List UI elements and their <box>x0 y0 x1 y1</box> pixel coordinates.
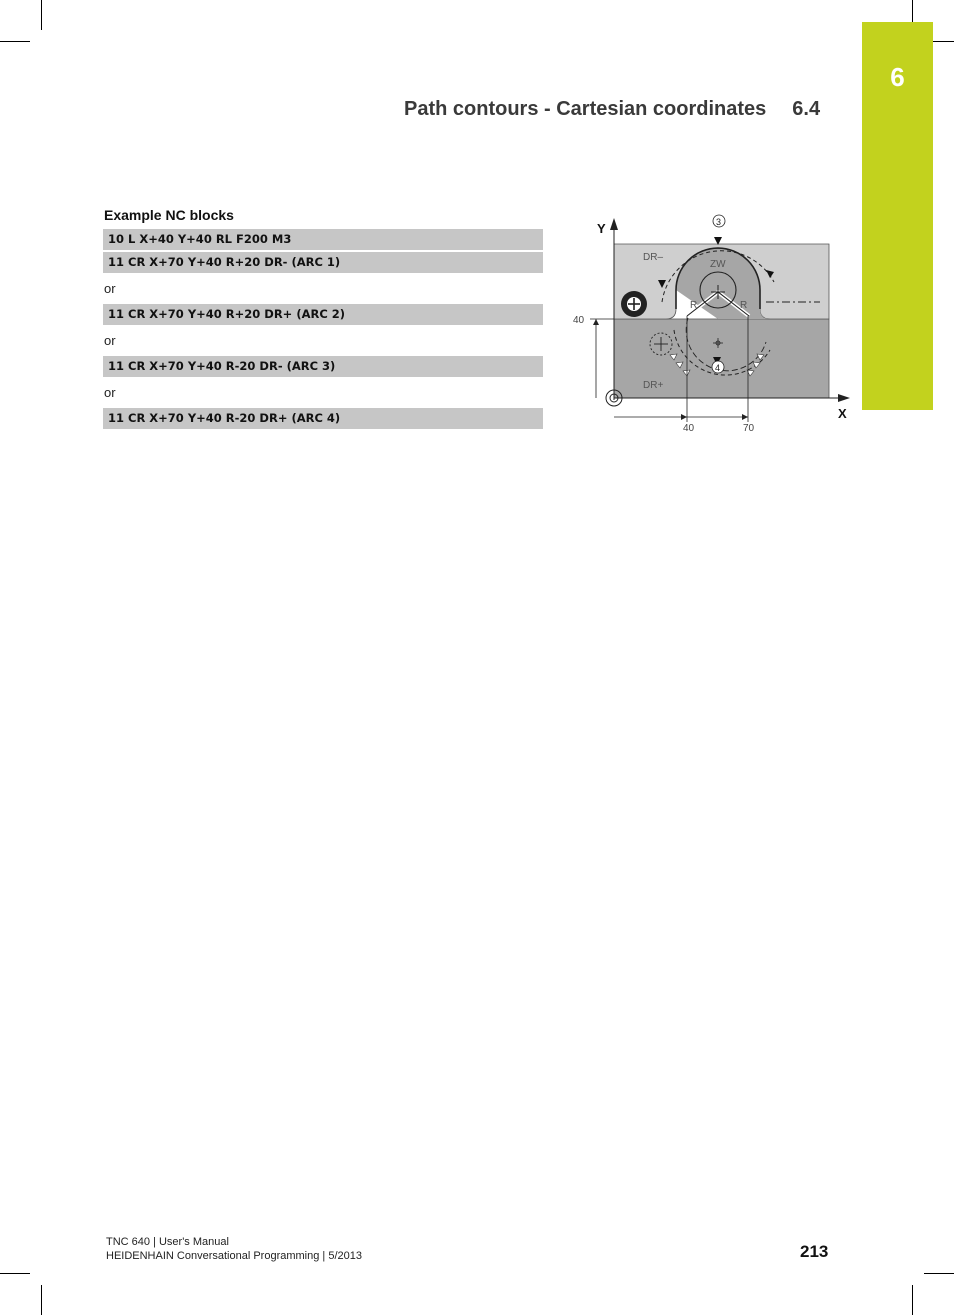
label-r-left: R <box>690 300 698 311</box>
dim-x-arrow-40 <box>681 414 687 420</box>
footer-line-2: HEIDENHAIN Conversational Programming | 5/2013 <box>106 1250 362 1262</box>
nc-block: 11 CR X+70 Y+40 R-20 DR+ (ARC 4) <box>103 408 543 429</box>
nc-block: 11 CR X+70 Y+40 R+20 DR- (ARC 1) <box>103 252 543 273</box>
section-title: Example NC blocks <box>104 207 234 223</box>
header-title: Path contours - Cartesian coordinates <box>404 98 767 120</box>
y-axis-label: Y <box>597 221 606 236</box>
crop-mark <box>912 1285 913 1315</box>
footer-line-1: TNC 640 | User's Manual <box>106 1236 229 1248</box>
crop-mark <box>41 0 42 30</box>
crop-mark <box>41 1285 42 1315</box>
or-label: or <box>104 333 116 348</box>
crop-mark <box>0 1273 30 1274</box>
marker-4: 4 <box>715 363 721 373</box>
label-dr-minus: DR– <box>643 252 664 263</box>
crop-mark <box>0 41 30 42</box>
milling-cutter-icon <box>621 291 647 317</box>
y-axis-arrow <box>610 218 618 230</box>
label-r-right: R <box>740 300 748 311</box>
marker-3: 3 <box>716 217 722 227</box>
tick-x-40: 40 <box>683 423 695 434</box>
label-dr-plus: DR+ <box>643 380 664 391</box>
chapter-number: 6 <box>890 62 905 92</box>
or-label: or <box>104 385 116 400</box>
nc-block: 11 CR X+70 Y+40 R+20 DR+ (ARC 2) <box>103 304 543 325</box>
nc-block: 10 L X+40 Y+40 RL F200 M3 <box>103 229 543 250</box>
or-label: or <box>104 281 116 296</box>
x-axis-label: X <box>838 406 847 421</box>
footer <box>106 1235 362 1263</box>
arc-contour-figure <box>570 210 860 438</box>
nc-block: 11 CR X+70 Y+40 R-20 DR- (ARC 3) <box>103 356 543 377</box>
tick-x-70: 70 <box>743 423 755 434</box>
dim-x-arrow-70 <box>742 414 748 420</box>
dim-y-arrow <box>593 319 599 325</box>
crop-mark <box>924 1273 954 1274</box>
header-section-number: 6.4 <box>792 98 821 120</box>
tick-y-40: 40 <box>573 315 585 326</box>
page-number: 213 <box>800 1242 829 1261</box>
x-axis-arrow <box>838 394 850 402</box>
label-zw: ZW <box>710 259 726 270</box>
running-header <box>404 98 820 121</box>
chapter-tab <box>862 22 933 410</box>
